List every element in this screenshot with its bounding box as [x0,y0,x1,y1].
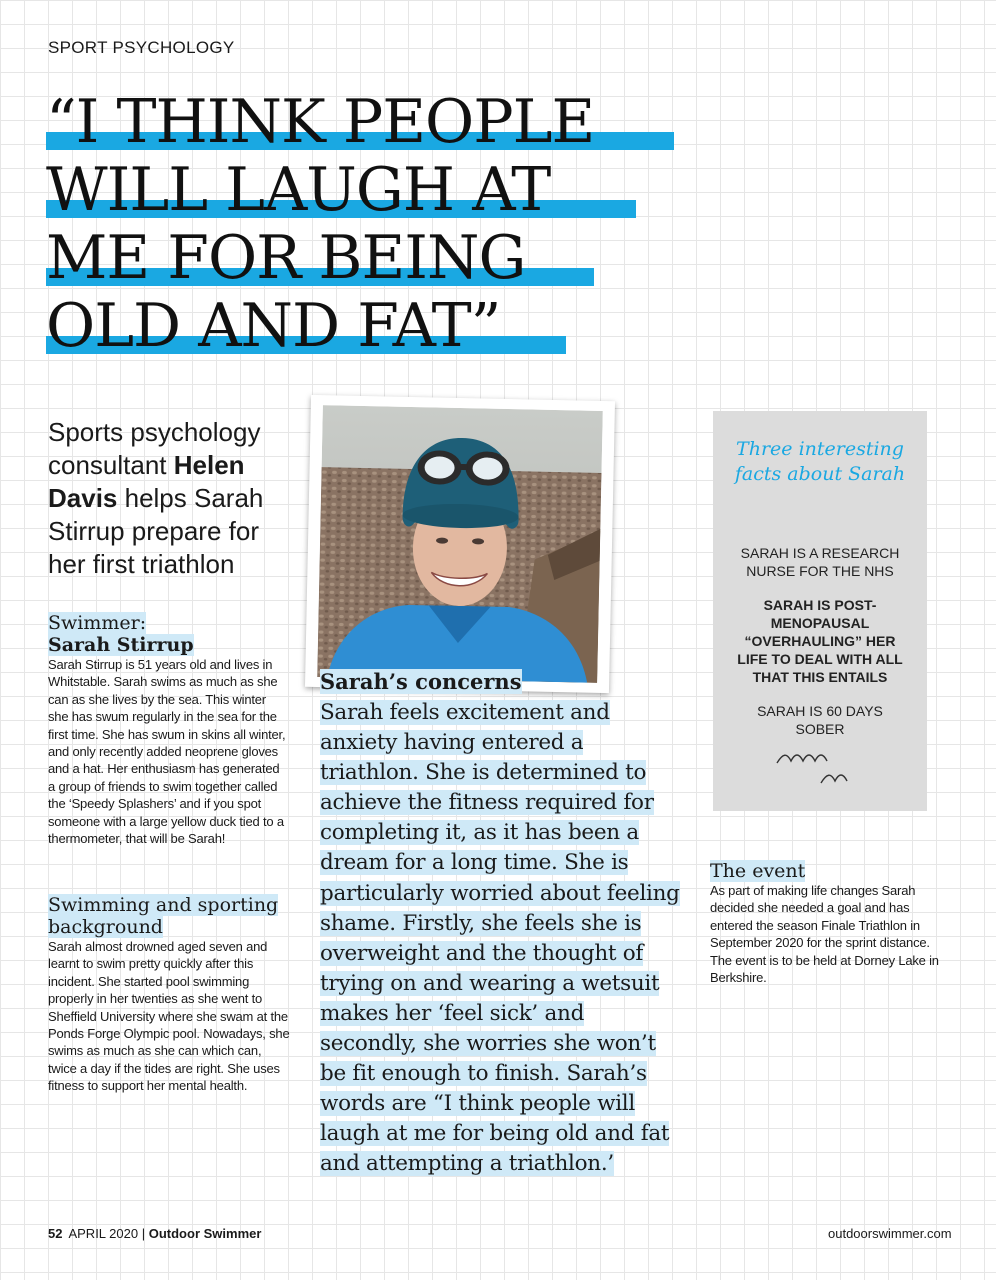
swimmer-heading: Swimmer: [48,612,147,634]
headline [46,88,686,360]
background-body: Sarah almost drowned aged seven and learnt to swim pretty quickly after this incident. She started pool swimming properly in her twenties as she went to Sheffield University where she swam at the Ponds Forge Olympic pool. Nowadays, she swims as much as she can which can, twice a day if the tides are right. She uses fitness to support her mental health. [48,939,290,1094]
headline-line: OLD AND FAT” [46,292,686,360]
concerns-body: Sarah feels excitement and anxiety having entered a triathlon. She is determined to achieve the fitness required for completing it, as it has been a dream for a long time. She is particularly worried about feeling shame. Firstly, she feels she is overweight and the thought of trying on and wearing a wetsuit makes her ‘feel sick’ and secondly, she worries she won’t be fit enough to finish. Sarah’s words are “I think people will laugh at me for being old and fat and attempting a triathlon.’ [320,700,680,1177]
issue-date: APRIL 2020 [68,1226,139,1241]
background-section [48,894,293,1095]
swimmer-name: Sarah Stirrup [48,634,194,656]
headline-line: “I THINK PEOPLE [46,88,686,156]
swimmer-section [48,612,288,847]
concerns-section [320,668,685,1180]
standfirst: Sports psychology consultant Helen Davis helps Sarah Stirrup prepare for her first triathlon [48,417,264,579]
event-section [710,860,950,986]
headline-line: WILL LAUGH AT [46,156,686,224]
footer-issue [48,1226,261,1241]
facts-sidebar [713,411,927,811]
event-body: As part of making life changes Sarah decided she needed a goal and has entered the season Finale Triathlon in September 2020 for the sprint distance. The event is to be held at Dorney Lake in Berkshire. [710,883,939,986]
background-heading: Swimming and sporting background [48,894,279,938]
page-number: 52 [48,1226,63,1241]
footer-separator: | [141,1226,146,1241]
magazine-brand: Outdoor Swimmer [148,1226,262,1241]
swimmer-body: Sarah Stirrup is 51 years old and lives in Whitstable. Sarah swims as much as she can as she lives by the sea. This winter she has swum regularly in the sea for the first time. She has swum in skins all winter, and only recently added neoprene gloves and a hat. Her enthusiasm has generated a group of friends to swim together called the ‘Speedy Splashers’ and if you spot someone with a large yellow duck tied to a thermometer, that will be Sarah! [48,657,286,847]
event-heading: The event [710,860,806,882]
footer-website: outdoorswimmer.com [828,1226,952,1241]
facts-title: Three interesting facts about Sarah [734,438,906,485]
section-label: SPORT PSYCHOLOGY [48,38,235,57]
consultant-name: Helen Davis [48,450,245,513]
concerns-heading: Sarah’s concerns [320,669,522,694]
waves-icon [773,751,873,791]
fact-item: SARAH IS 60 DAYS SOBER [757,703,883,737]
headline-line: ME FOR BEING [46,224,686,292]
photo-illustration [317,405,603,683]
fact-item: SARAH IS A RESEARCH NURSE FOR THE NHS [740,545,900,579]
fact-item: SARAH IS POST-MENOPAUSAL “OVERHAULING” HER LIFE TO DEAL WITH ALL THAT THIS ENTAILS [737,597,903,685]
swimmer-photo [305,395,615,693]
